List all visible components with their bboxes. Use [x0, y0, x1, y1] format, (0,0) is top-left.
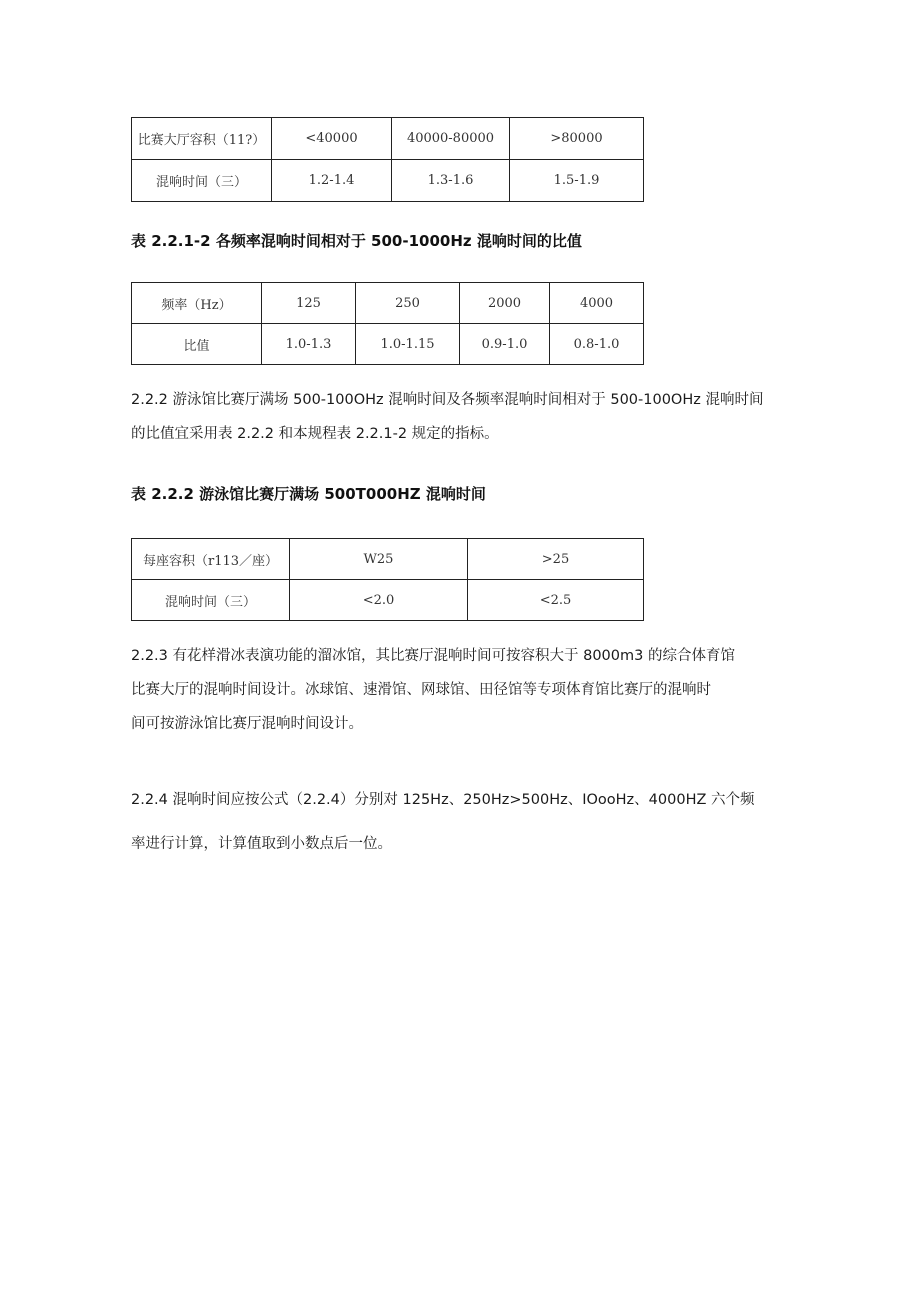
paragraph-2-2-4 — [131, 778, 821, 866]
table-cell: 混响时间（三） — [132, 580, 290, 621]
table-row — [132, 118, 644, 160]
table-row — [132, 580, 644, 621]
reverb-volume-table — [131, 117, 644, 202]
table-cell: 4000 — [550, 283, 644, 324]
paragraph-line: 的比值宜采用表 2.2.2 和本规程表 2.2.1-2 规定的指标。 — [131, 426, 499, 442]
table-cell: 1.3-1.6 — [392, 160, 510, 202]
table-cell: 0.9-1.0 — [460, 324, 550, 365]
frequency-ratio-table — [131, 282, 644, 365]
table-row — [132, 539, 644, 580]
table-cell: W25 — [290, 539, 468, 580]
paragraph-line: 间可按游泳馆比赛厅混响时间设计。 — [131, 716, 363, 732]
table-cell: 0.8-1.0 — [550, 324, 644, 365]
table-row — [132, 283, 644, 324]
paragraph-line: 率进行计算，计算值取到小数点后一位。 — [131, 836, 392, 852]
table-caption: 表 2.2.2 游泳馆比赛厅满场 500T000HZ 混响时间 — [131, 485, 486, 503]
table-caption: 表 2.2.1-2 各频率混响时间相对于 500-1000Hz 混响时间的比值 — [131, 232, 582, 250]
table-cell: 比值 — [132, 324, 262, 365]
table-cell: <2.5 — [468, 580, 644, 621]
table-row — [132, 160, 644, 202]
table-cell: 1.0-1.15 — [356, 324, 460, 365]
paragraph-2-2-2 — [131, 383, 821, 451]
paragraph-line: 2.2.2 游泳馆比赛厅满场 500-100OHz 混响时间及各频率混响时间相对于 500-100OHz 混响时间 — [131, 392, 764, 408]
table-row — [132, 324, 644, 365]
table-cell: 1.5-1.9 — [510, 160, 644, 202]
table-cell: 125 — [262, 283, 356, 324]
paragraph-line: 2.2.4 混响时间应按公式（2.2.4）分别对 125Hz、250Hz>500Hz、IOooHz、4000HZ 六个频 — [131, 792, 755, 808]
table-cell: >25 — [468, 539, 644, 580]
table-cell: 每座容积（r113／座） — [132, 539, 290, 580]
table-cell: >80000 — [510, 118, 644, 160]
table-cell: <40000 — [272, 118, 392, 160]
table-cell: 混响时间（三） — [132, 160, 272, 202]
paragraph-2-2-3 — [131, 639, 821, 741]
table-cell: 1.0-1.3 — [262, 324, 356, 365]
table-cell: 比赛大厅容积（11?） — [132, 118, 272, 160]
table-cell: 250 — [356, 283, 460, 324]
paragraph-line: 比赛大厅的混响时间设计。冰球馆、速滑馆、网球馆、田径馆等专项体育馆比赛厅的混响时 — [131, 682, 711, 698]
table-cell: 40000-80000 — [392, 118, 510, 160]
table-cell: 2000 — [460, 283, 550, 324]
table-cell: <2.0 — [290, 580, 468, 621]
paragraph-line: 2.2.3 有花样滑冰表演功能的溜冰馆，其比赛厅混响时间可按容积大于 8000m3 的综合体育馆 — [131, 648, 735, 664]
table-cell: 频率（Hz） — [132, 283, 262, 324]
swimming-reverb-table — [131, 538, 644, 621]
table-cell: 1.2-1.4 — [272, 160, 392, 202]
